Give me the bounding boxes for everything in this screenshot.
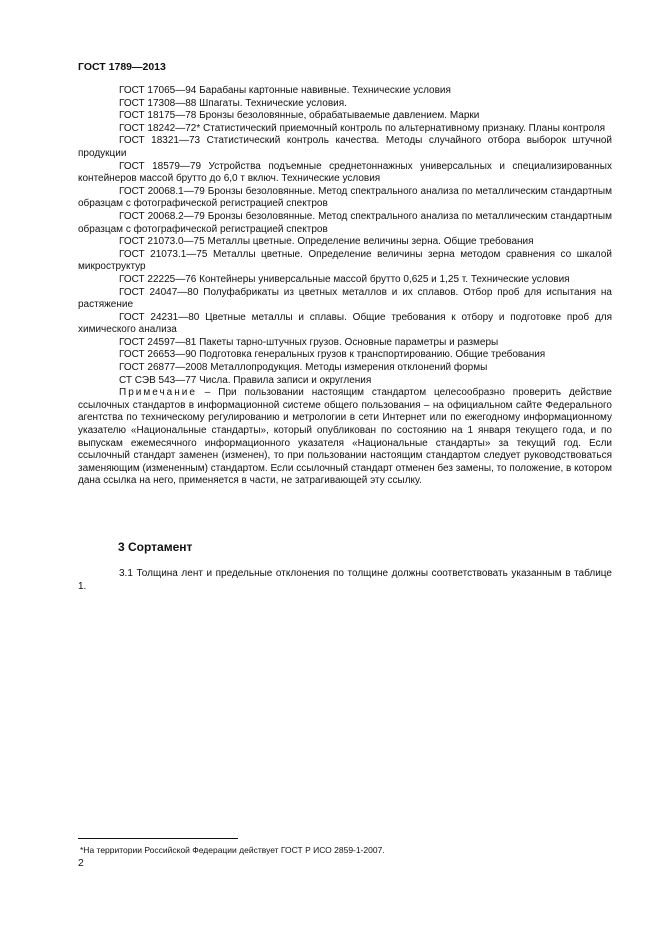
note-text: – При пользовании настоящим стандартом целесообразно проверить действие ссылочных стандартов в информационной системе общего пользования – на официальном сайте Федерального агентства по техническому регулированию и метрологии в сети Интернет или по ежегодному информационному указателю «Национальные стандарты», который опубликован по состоянию на 1 января текущего года, и по выпускам ежемесячного информационного указателя «Национальные стандарты» за текущий год. Если ссылочный стандарт заменен (изменен), то при пользовании настоящим стандартом следует руководствоваться заменяющим (измененным) стандартом. Если ссылочный стандарт отменен без замены, то положение, в котором дана ссылка на него, применяется в части, не затрагивающей эту ссылку. [78,387,612,487]
references-list [78,85,612,488]
reference-item: ГОСТ 26877—2008 Металлопродукция. Методы измерения отклонений формы [119,362,488,374]
reference-item: ГОСТ 20068.1—79 Бронзы безоловянные. Метод спектрального анализа по металлическим стандартным образцам с фотографической регистрацией спектров [78,185,612,210]
reference-item: ГОСТ 18321—73 Статистический контроль качества. Методы случайного отбора выборок штучной продукции [78,135,612,159]
footnote-divider [78,838,238,839]
reference-item: ГОСТ 18579—79 Устройства подъемные среднетоннажных универсальных и специализированных контейнеров массой брутто до 6,0 т включ. Технические условия [78,160,612,185]
footnote: *На территории Российской Федерации действует ГОСТ Р ИСО 2859-1-2007. [80,845,385,855]
clause-paragraph: 3.1 Толщина лент и предельные отклонения по толщине должны соответствовать указанным в таблице 1. [78,568,612,592]
reference-item: ГОСТ 22225—76 Контейнеры универсальные массой брутто 0,625 и 1,25 т. Технические условия [119,273,570,285]
note-label: Примечание [119,387,197,399]
reference-item: ГОСТ 17308—88 Шпагаты. Технические условия. [119,97,347,109]
reference-item: ГОСТ 18242—72* Статистический приемочный контроль по альтернативному признаку. Планы контроля [119,122,605,134]
reference-item: ГОСТ 24231—80 Цветные металлы и сплавы. Общие требования к отбору и подготовке проб для химического анализа [78,311,612,336]
reference-item: ГОСТ 21073.1—75 Металлы цветные. Определение величины зерна методом сравнения со шкалой микроструктур [78,248,612,273]
page-number: 2 [78,857,84,869]
reference-item: ГОСТ 26653—90 Подготовка генеральных грузов к транспортированию. Общие требования [119,349,546,361]
section-heading: 3 Сортамент [118,540,193,554]
reference-item: ГОСТ 24597—81 Пакеты тарно-штучных грузов. Основные параметры и размеры [119,336,499,348]
reference-item: СТ СЭВ 543—77 Числа. Правила записи и округления [119,374,372,386]
reference-item: ГОСТ 21073.0—75 Металлы цветные. Определение величины зерна. Общие требования [119,236,534,248]
document-header: ГОСТ 1789—2013 [78,61,166,73]
reference-item: ГОСТ 17065—94 Барабаны картонные навивные. Технические условия [119,85,451,96]
reference-item: ГОСТ 18175—78 Бронзы безоловянные, обрабатываемые давлением. Марки [119,110,480,122]
note-paragraph [78,387,612,488]
reference-item: ГОСТ 20068.2—79 Бронзы безоловянные. Метод спектрального анализа по металлическим стандартным образцам с фотографической регистрацией спектров [78,210,612,235]
reference-item: ГОСТ 24047—80 Полуфабрикаты из цветных металлов и их сплавов. Отбор проб для испытания на растяжение [78,286,612,311]
